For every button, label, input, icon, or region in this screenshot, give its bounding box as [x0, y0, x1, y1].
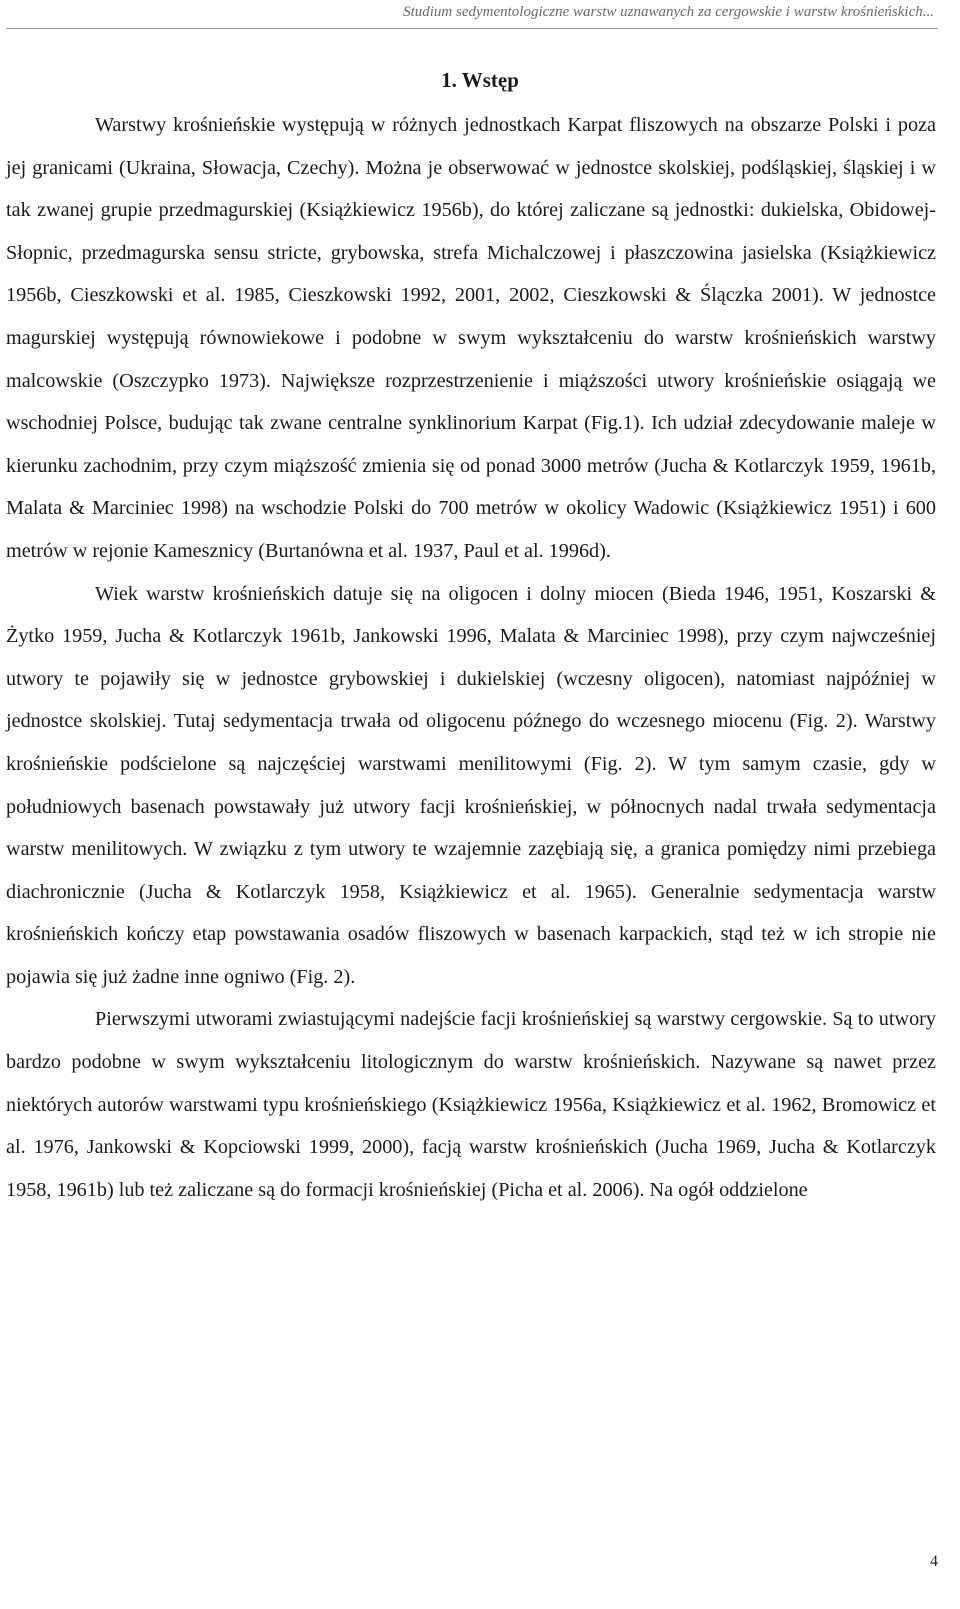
page-number: 4	[930, 1553, 938, 1570]
paragraph: Warstwy krośnieńskie występują w różnych jednostkach Karpat fliszowych na obszarze Polski i poza jej granicami (Ukraina, Słowacja, Czechy). Można je obserwować w jednostce skolskiej, podśląskiej, śląskiej i w tak zwanej grupie przedmagurskiej (Książkiewicz 1956b), do której zaliczane są jednostki: dukielska, Obidowej-Słopnic, przedmagurska sensu stricte, grybowska, strefa Michalczowej i płaszczowina jasielska (Książkiewicz 1956b, Cieszkowski et al. 1985, Cieszkowski 1992, 2001, 2002, Cieszkowski & Ślączka 2001). W jednostce magurskiej występują równowiekowe i podobne w swym wykształceniu do warstw krośnieńskich warstwy malcowskie (Oszczypko 1973). Największe rozprzestrzenienie i miąższości utwory krośnieńskie osiągają we wschodniej Polsce, budując tak zwane centralne synklinorium Karpat (Fig.1). Ich udział zdecydowanie maleje w kierunku zachodnim, przy czym miąższość zmienia się od ponad 3000 metrów (Jucha & Kotlarczyk 1959, 1961b, Malata & Marciniec 1998) na wschodzie Polski do 700 metrów w okolicy Wadowic (Książkiewicz 1951) i 600 metrów w rejonie Kamesznicy (Burtanówna et al. 1937, Paul et al. 1996d).	[6, 114, 936, 562]
paragraph: Pierwszymi utworami zwiastującymi nadejście facji krośnieńskiej są warstwy cergowskie. Są to utwory bardzo podobne w swym wykształceniu litologicznym do warstw krośnieńskich. Nazywane są nawet przez niektórych autorów warstwami typu krośnieńskiego (Książkiewicz 1956a, Książkiewicz et al. 1962, Bromowicz et al. 1976, Jankowski & Kopciowski 1999, 2000), facją warstw krośnieńskich (Jucha 1969, Jucha & Kotlarczyk 1958, 1961b) lub też zaliczane są do formacji krośnieńskiej (Picha et al. 2006). Na ogół oddzielone	[6, 1008, 936, 1201]
body-text	[6, 104, 936, 1211]
section-title: 1. Wstęp	[441, 68, 519, 92]
running-header: Studium sedymentologiczne warstw uznawanych za cergowskie i warstw krośnieńskich...	[403, 4, 934, 20]
header-divider	[6, 28, 938, 29]
paragraph: Wiek warstw krośnieńskich datuje się na oligocen i dolny miocen (Bieda 1946, 1951, Koszarski & Żytko 1959, Jucha & Kotlarczyk 1961b, Jankowski 1996, Malata & Marciniec 1998), przy czym najwcześniej utwory te pojawiły się w jednostce grybowskiej i dukielskiej (wczesny oligocen), natomiast najpóźniej w jednostce skolskiej. Tutaj sedymentacja trwała od oligocenu późnego do wczesnego miocenu (Fig. 2). Warstwy krośnieńskie podścielone są najczęściej warstwami menilitowymi (Fig. 2). W tym samym czasie, gdy w południowych basenach powstawały już utwory facji krośnieńskiej, w północnych nadal trwała sedymentacja warstw menilitowych. W związku z tym utwory te wzajemnie zazębiają się, a granica pomiędzy nimi przebiega diachronicznie (Jucha & Kotlarczyk 1958, Książkiewicz et al. 1965). Generalnie sedymentacja warstw krośnieńskich kończy etap powstawania osadów fliszowych w basenach karpackich, stąd też w ich stropie nie pojawia się już żadne inne ogniwo (Fig. 2).	[6, 582, 936, 988]
